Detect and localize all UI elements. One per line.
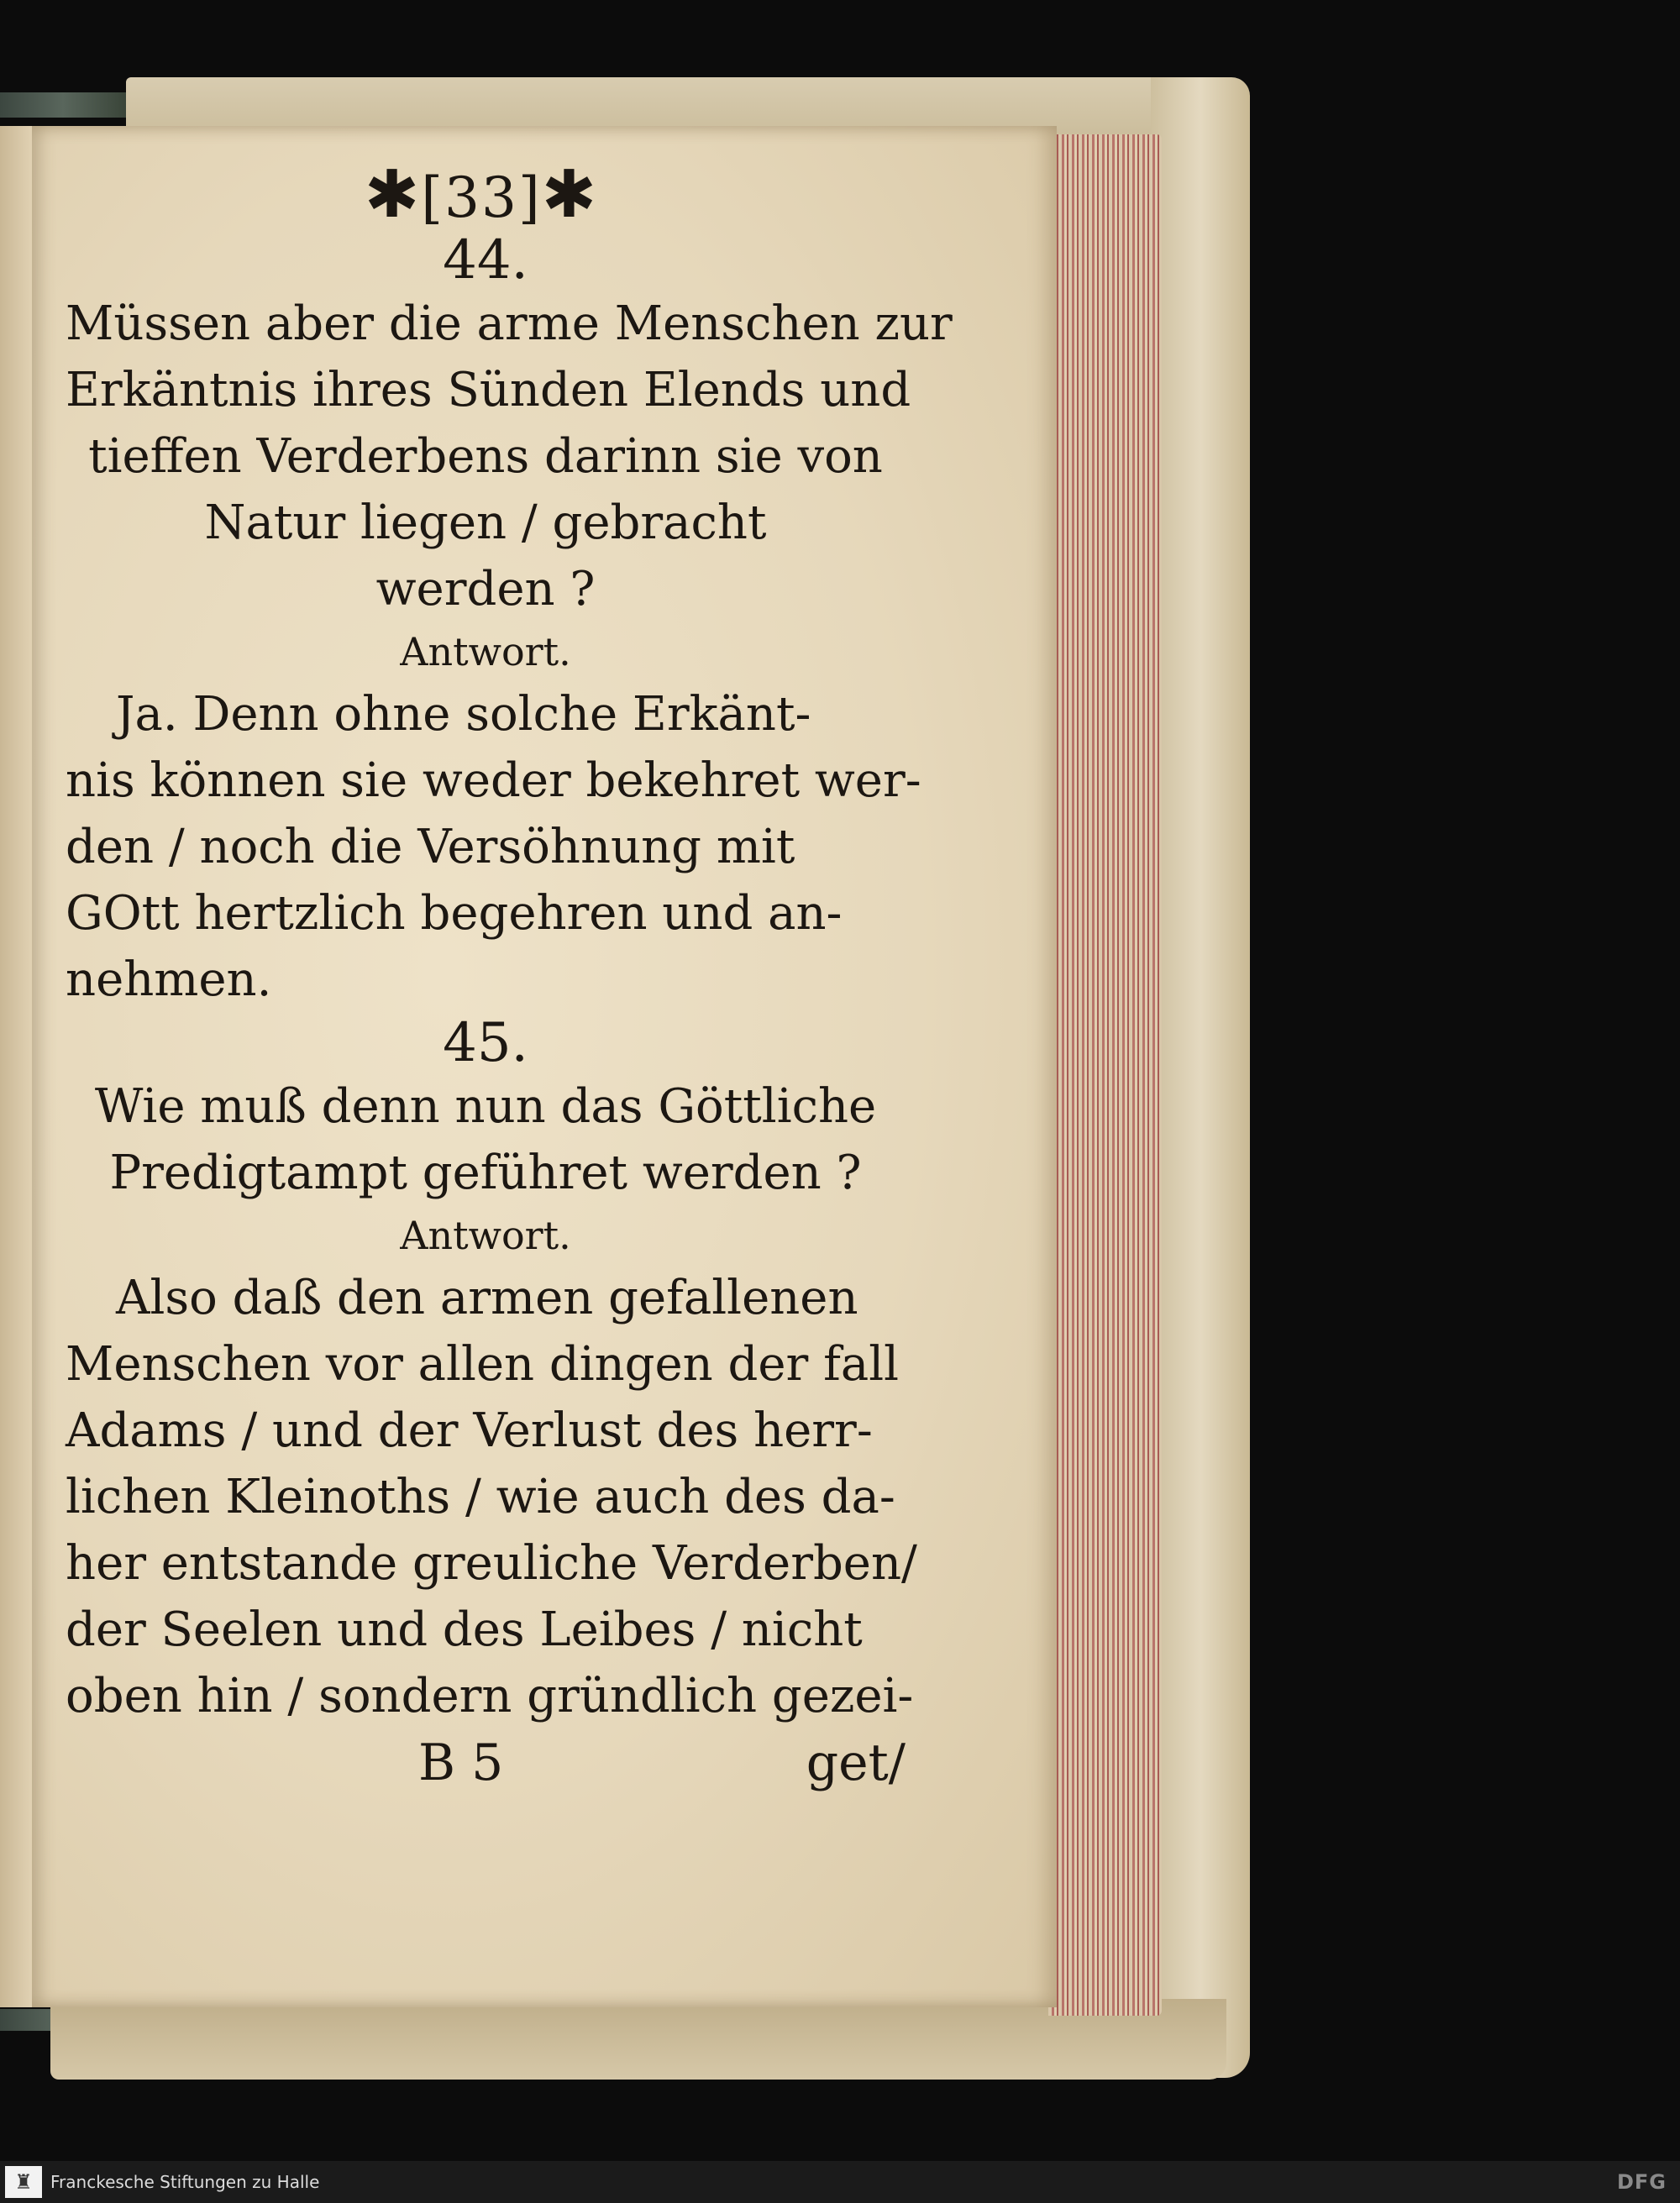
answer-line: Adams / und der Verlust des herr- bbox=[66, 1403, 873, 1458]
answer-line: Also daß den armen gefallenen bbox=[116, 1271, 858, 1325]
answer-line: GOtt hertzlich begehren und an- bbox=[66, 886, 843, 941]
catchword: get/ bbox=[806, 1734, 906, 1792]
question-line: tieffen Verderbens darinn sie von bbox=[88, 429, 883, 484]
answer-label: Antwort. bbox=[400, 629, 571, 674]
question-line: werden ? bbox=[375, 562, 596, 616]
question-line: Müssen aber die arme Menschen zur bbox=[66, 296, 953, 351]
answer-label: Antwort. bbox=[400, 1213, 571, 1258]
question-number-45: 45. bbox=[443, 1012, 528, 1074]
answer-line: nis können sie weder bekehret wer- bbox=[66, 753, 921, 808]
institution-name: Franckesche Stiftungen zu Halle bbox=[50, 2172, 320, 2192]
answer-line: lichen Kleinoths / wie auch des da- bbox=[66, 1470, 895, 1524]
question-line: Natur liegen / gebracht bbox=[204, 496, 767, 550]
answer-line: nehmen. bbox=[66, 952, 272, 1007]
page-header bbox=[57, 157, 906, 233]
page-footer bbox=[66, 1729, 906, 1796]
question-line: Wie muß denn nun das Göttliche bbox=[94, 1079, 877, 1134]
institution-logo-icon: ♜ bbox=[5, 2166, 42, 2198]
page-stack-edges bbox=[1048, 134, 1162, 2016]
book-binding-top bbox=[0, 92, 126, 118]
footer-bar bbox=[0, 2161, 1680, 2203]
answer-line: der Seelen und des Leibes / nicht bbox=[66, 1602, 863, 1657]
dfg-logo: DFG bbox=[1616, 2170, 1667, 2194]
answer-line: Ja. Denn ohne solche Erkänt- bbox=[116, 687, 811, 742]
answer-line: oben hin / sondern gründlich gezei- bbox=[66, 1669, 914, 1723]
question-number-44: 44. bbox=[443, 229, 528, 291]
page-text bbox=[66, 157, 953, 1796]
signature-mark: B 5 bbox=[418, 1734, 504, 1792]
vellum-cover-flap bbox=[1151, 77, 1250, 2078]
question-line: Predigtampt geführet werden ? bbox=[109, 1146, 862, 1200]
ornament-left: ✱ bbox=[364, 157, 422, 233]
ornament-right: ✱ bbox=[541, 157, 599, 233]
answer-line: Menschen vor allen dingen der fall bbox=[66, 1337, 900, 1392]
answer-line: her entstande greuliche Verderben/ bbox=[66, 1536, 917, 1591]
page-number: [33] bbox=[421, 165, 542, 230]
book-page bbox=[32, 126, 1057, 2007]
answer-line: den / noch die Versöhnung mit bbox=[66, 820, 795, 874]
question-line: Erkäntnis ihres Sünden Elends und bbox=[66, 363, 911, 417]
